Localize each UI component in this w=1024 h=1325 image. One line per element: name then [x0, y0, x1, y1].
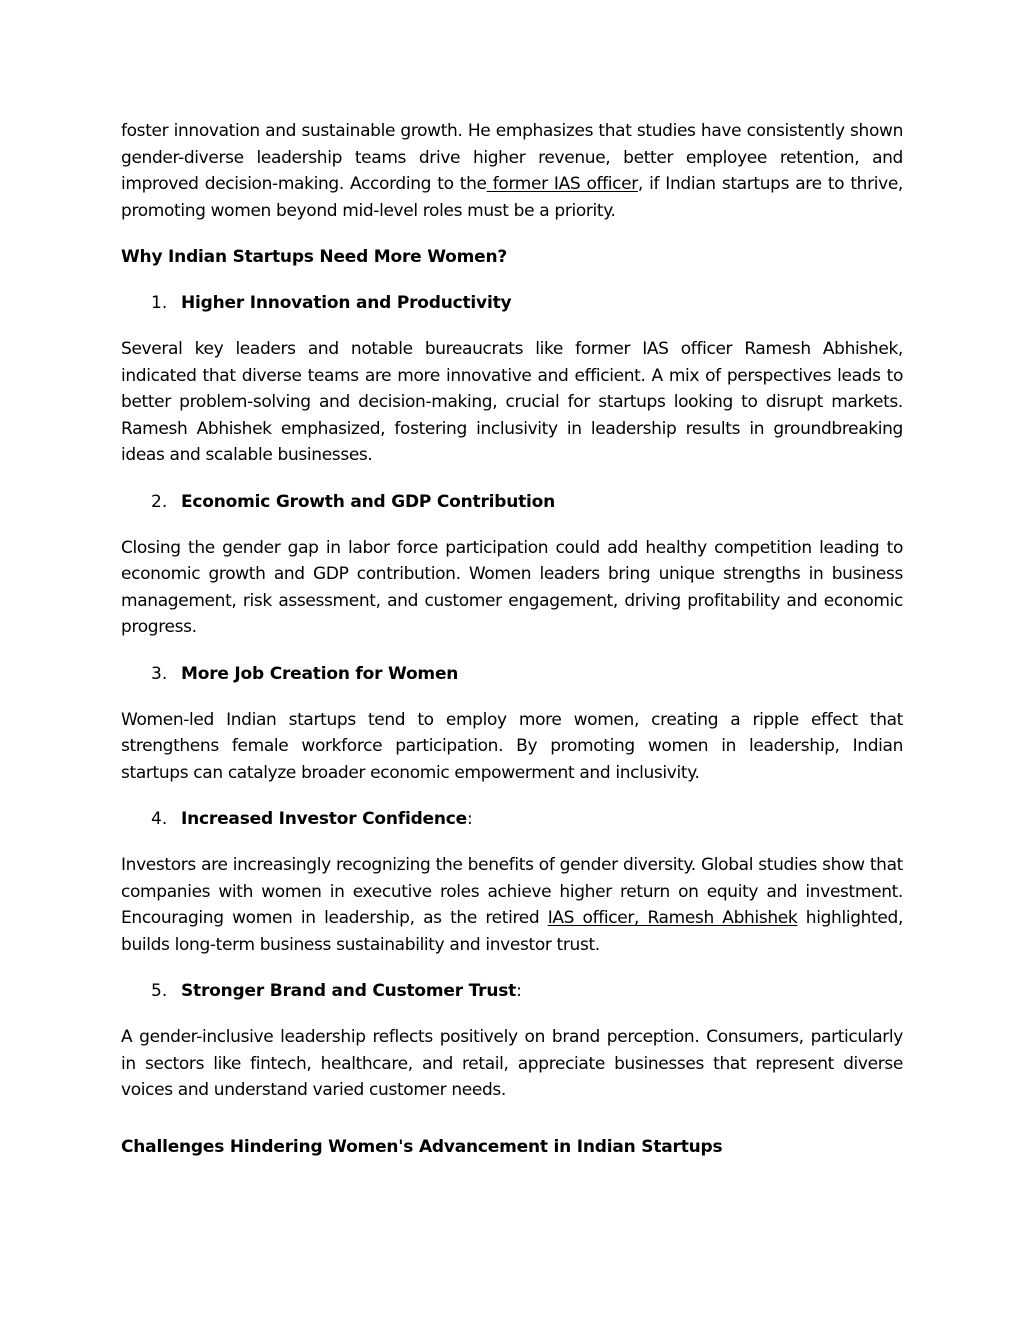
intro-text-end: , if Indian startups are to thrive, promoting women beyond mid-level roles must be a priority. — [121, 174, 903, 221]
item-1-paragraph: Several key leaders and notable bureaucrats like former IAS officer Ramesh Abhishek, indicated that diverse teams are more innovative and efficient. A mix of perspectives leads to better problem-solving and decision-making, crucial for startups looking to disrupt markets. Ramesh Abhishek emphasized, fostering inclusivity in leadership results in groundbreaking ideas and scalable businesses. — [121, 339, 903, 465]
item-4-text-end: highlighted, builds long-term business sustainability and investor trust. — [121, 908, 904, 955]
list-item-5 — [151, 978, 903, 1004]
ias-officer-ramesh-abhishek-link[interactable]: IAS officer, Ramesh Abhishek — [547, 908, 798, 928]
list-item-title: More Job Creation for Women — [181, 663, 459, 684]
list-item-2 — [151, 489, 903, 515]
item-2-paragraph: Closing the gender gap in labor force participation could add healthy competition leading to economic growth and GDP contribution. Women leaders bring unique strengths in business management, risk assessment, and customer engagement, driving profitability and economic progress. — [121, 537, 903, 637]
list-item-1 — [151, 290, 903, 316]
item-4-text-start: Investors are increasingly recognizing the benefits of gender diversity. Global studies show that companies with women in executive roles achieve higher return on equity and investment. Encouraging women in leadership, as the retired — [121, 855, 903, 928]
list-item-title: Economic Growth and GDP Contribution — [181, 491, 556, 512]
section-heading-challenges: Challenges Hindering Women's Advancement in Indian Startups — [121, 1136, 723, 1157]
section-heading-why: Why Indian Startups Need More Women? — [121, 247, 508, 267]
former-ias-officer-link[interactable]: former IAS officer — [486, 174, 638, 194]
list-number: 1. — [151, 293, 168, 313]
list-item-4 — [151, 806, 903, 832]
intro-paragraph — [121, 118, 903, 224]
item-5-paragraph: A gender-inclusive leadership reflects positively on brand perception. Consumers, particularly in sectors like fintech, healthcare, and retail, appreciate businesses that represent diverse voices and understand varied customer needs. — [121, 1027, 903, 1100]
list-item-title: Increased Investor Confidence — [181, 809, 467, 829]
list-item-title: Higher Innovation and Productivity — [181, 293, 512, 313]
item-3-paragraph: Women-led Indian startups tend to employ more women, creating a ripple effect that strengthens female workforce participation. By promoting women in leadership, Indian startups can catalyze broader economic empowerment and inclusivity. — [121, 709, 903, 783]
list-number: 3. — [151, 663, 168, 684]
list-item-title: Stronger Brand and Customer Trust — [181, 981, 517, 1001]
intro-text-start: foster innovation and sustainable growth. He emphasizes that studies have consistently shown gender-diverse leadership teams drive higher revenue, better employee retention, and improved decision-making. According to the — [121, 121, 903, 194]
list-item-3 — [151, 661, 903, 687]
title-suffix: : — [516, 981, 522, 1001]
item-4-paragraph — [121, 852, 903, 958]
document-page — [121, 118, 903, 1160]
list-number: 4. — [151, 809, 168, 829]
title-suffix: : — [466, 809, 473, 829]
list-number: 5. — [151, 981, 168, 1001]
list-number: 2. — [151, 491, 168, 512]
